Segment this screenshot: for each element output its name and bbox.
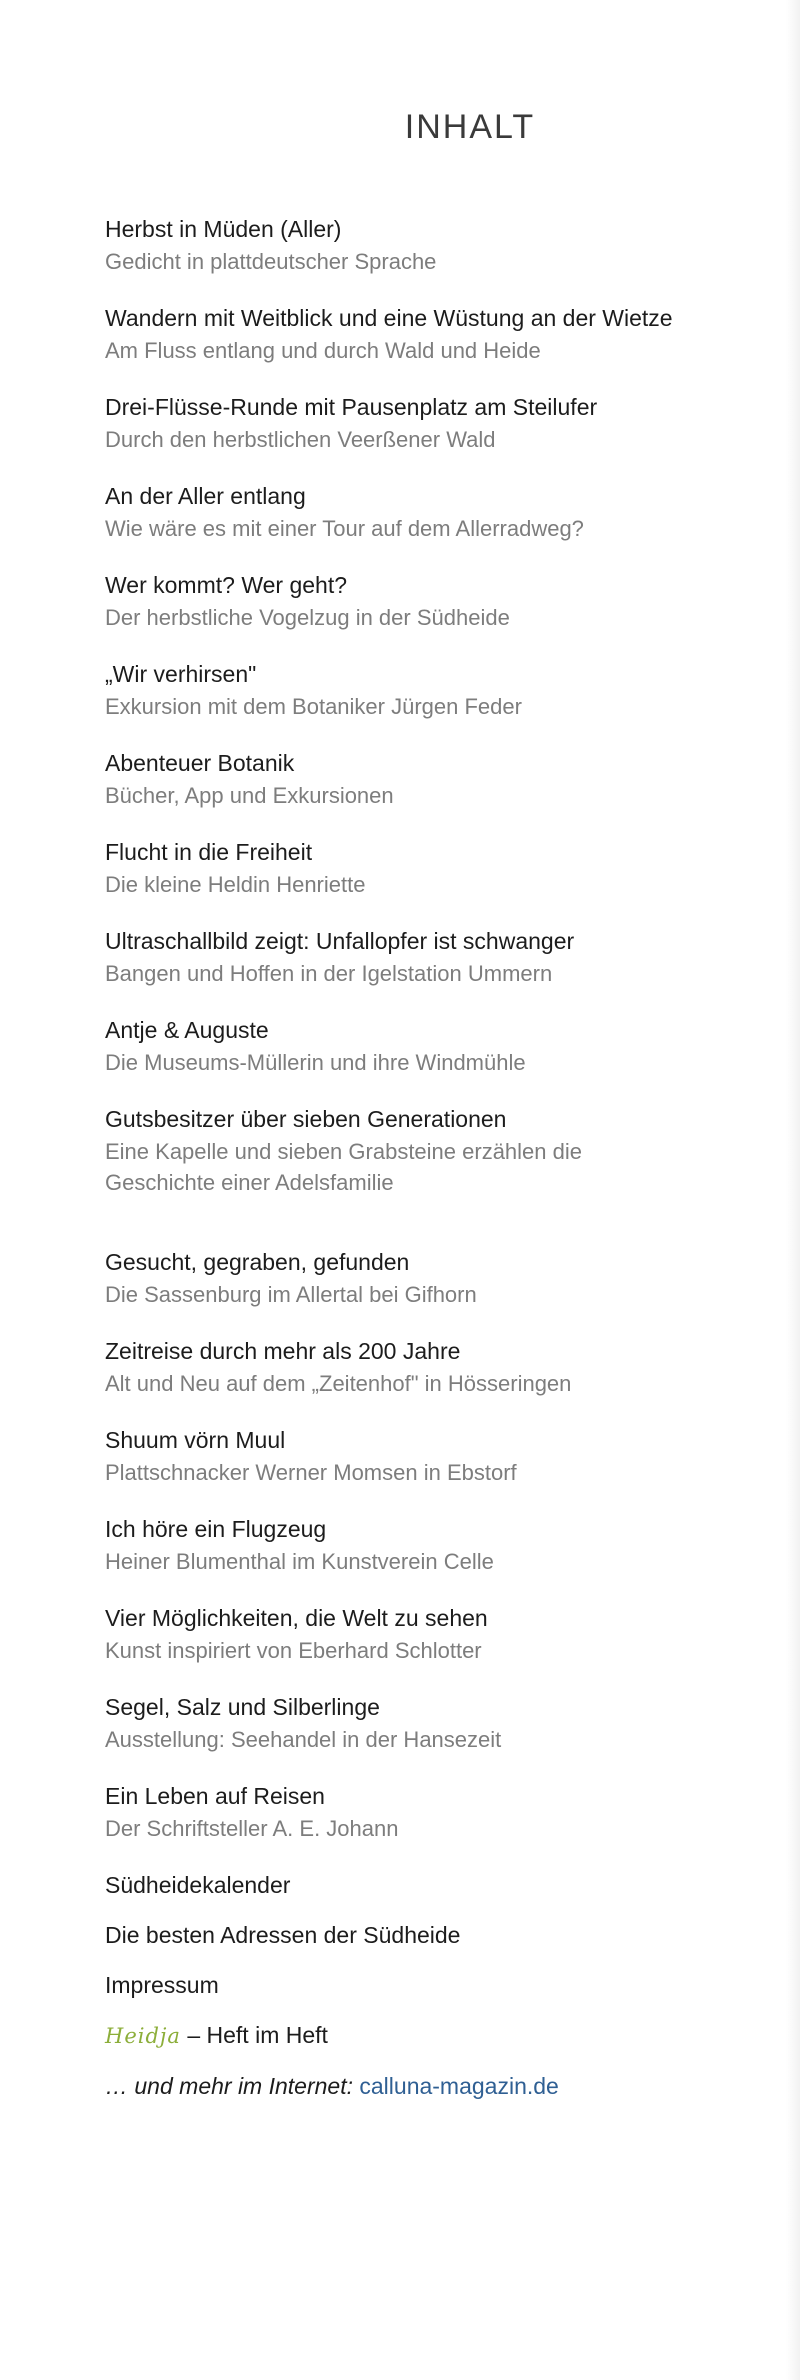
toc-entry-subtitle: Die Sassenburg im Allertal bei Gifhorn	[105, 1282, 477, 1307]
toc-entry	[105, 302, 765, 366]
toc-entry-title: Wandern mit Weitblick und eine Wüstung an der Wietze	[105, 305, 673, 331]
toc-entry	[105, 213, 765, 277]
toc-entry-title: Flucht in die Freiheit	[105, 839, 313, 865]
toc-entry-title: Vier Möglichkeiten, die Welt zu sehen	[105, 1605, 488, 1631]
toc-entry	[105, 658, 765, 722]
toc-entry-subtitle: Die kleine Heldin Henriette	[105, 872, 366, 897]
toc-entry-subtitle: Gedicht in plattdeutscher Sprache	[105, 249, 437, 274]
toc-entry	[105, 1103, 765, 1198]
page-edge-shadow	[786, 0, 800, 2380]
toc-entry	[105, 747, 765, 811]
toc-entry-title: Antje & Auguste	[105, 1017, 269, 1043]
toc-entry	[105, 1246, 765, 1310]
toc-entry	[105, 1335, 765, 1399]
toc-entry-title: Wer kommt? Wer geht?	[105, 572, 348, 598]
toc-heft-im-heft	[105, 2019, 765, 2053]
toc-besten-adressen: Die besten Adressen der Südheide	[105, 1922, 461, 1948]
toc-entry-subtitle: Kunst inspiriert von Eberhard Schlotter	[105, 1638, 482, 1663]
page-title: INHALT	[404, 108, 536, 146]
website-link[interactable]: calluna-magazin.de	[359, 2073, 559, 2099]
toc-entry-title: Ich höre ein Flugzeug	[105, 1516, 327, 1542]
toc-entry	[105, 1014, 765, 1078]
toc-entry-title: Gesucht, gegraben, gefunden	[105, 1249, 410, 1275]
toc-entry	[105, 1513, 765, 1577]
toc-entry-title: Segel, Salz und Silberlinge	[105, 1694, 380, 1720]
toc-entry-subtitle: Wie wäre es mit einer Tour auf dem Allerradweg?	[105, 516, 584, 541]
toc-entry-subtitle: Eine Kapelle und sieben Grabsteine erzählen die Geschichte einer Adelsfamilie	[105, 1139, 582, 1195]
toc-entry-title: Herbst in Müden (Aller)	[105, 216, 342, 242]
footer-internet-line	[105, 2070, 765, 2103]
toc-entry-title: „Wir verhirsen"	[105, 661, 257, 687]
toc-entry-subtitle: Ausstellung: Seehandel in der Hansezeit	[105, 1727, 502, 1752]
toc-entry-subtitle: Heiner Blumenthal im Kunstverein Celle	[105, 1549, 494, 1574]
toc-entry-title: Ultraschallbild zeigt: Unfallopfer ist schwanger	[105, 928, 575, 954]
toc-entry-subtitle: Der Schriftsteller A. E. Johann	[105, 1816, 399, 1841]
toc-impressum: Impressum	[105, 1972, 219, 1998]
toc-entry	[105, 1691, 765, 1755]
toc-entry	[105, 925, 765, 989]
toc-entry-title: Shuum vörn Muul	[105, 1427, 286, 1453]
toc-entry	[105, 1424, 765, 1488]
toc-entry	[105, 391, 765, 455]
toc-entry-subtitle: Alt und Neu auf dem „Zeitenhof" in Hösseringen	[105, 1371, 572, 1396]
toc-entry-subtitle: Plattschnacker Werner Momsen in Ebstorf	[105, 1460, 517, 1485]
toc-entry-title: Zeitreise durch mehr als 200 Jahre	[105, 1338, 461, 1364]
toc-entry-title: Gutsbesitzer über sieben Generationen	[105, 1106, 507, 1132]
toc-entry-title: Drei-Flüsse-Runde mit Pausenplatz am Steilufer	[105, 394, 598, 420]
toc-entry-subtitle: Die Museums-Müllerin und ihre Windmühle	[105, 1050, 526, 1075]
toc-entry-title: Abenteuer Botanik	[105, 750, 295, 776]
table-of-contents	[105, 213, 765, 2103]
toc-entry-subtitle: Bücher, App und Exkursionen	[105, 783, 394, 808]
toc-entry	[105, 569, 765, 633]
heft-im-heft-label: – Heft im Heft	[187, 2022, 328, 2048]
toc-entry	[105, 1780, 765, 1844]
toc-entry	[105, 480, 765, 544]
toc-suedheidekalender: Südheidekalender	[105, 1872, 291, 1898]
toc-entry-subtitle: Bangen und Hoffen in der Igelstation Ummern	[105, 961, 553, 986]
toc-entry	[105, 1602, 765, 1666]
toc-entry-title: Ein Leben auf Reisen	[105, 1783, 325, 1809]
toc-entry-subtitle: Durch den herbstlichen Veerßener Wald	[105, 427, 496, 452]
toc-entry	[105, 836, 765, 900]
heidja-logo: Heidja	[105, 2024, 181, 2048]
footer-text: … und mehr im Internet:	[105, 2073, 360, 2099]
toc-entry-subtitle: Am Fluss entlang und durch Wald und Heide	[105, 338, 541, 363]
toc-entry-subtitle: Exkursion mit dem Botaniker Jürgen Feder	[105, 694, 522, 719]
toc-entry-title: An der Aller entlang	[105, 483, 306, 509]
toc-entry-subtitle: Der herbstliche Vogelzug in der Südheide	[105, 605, 510, 630]
